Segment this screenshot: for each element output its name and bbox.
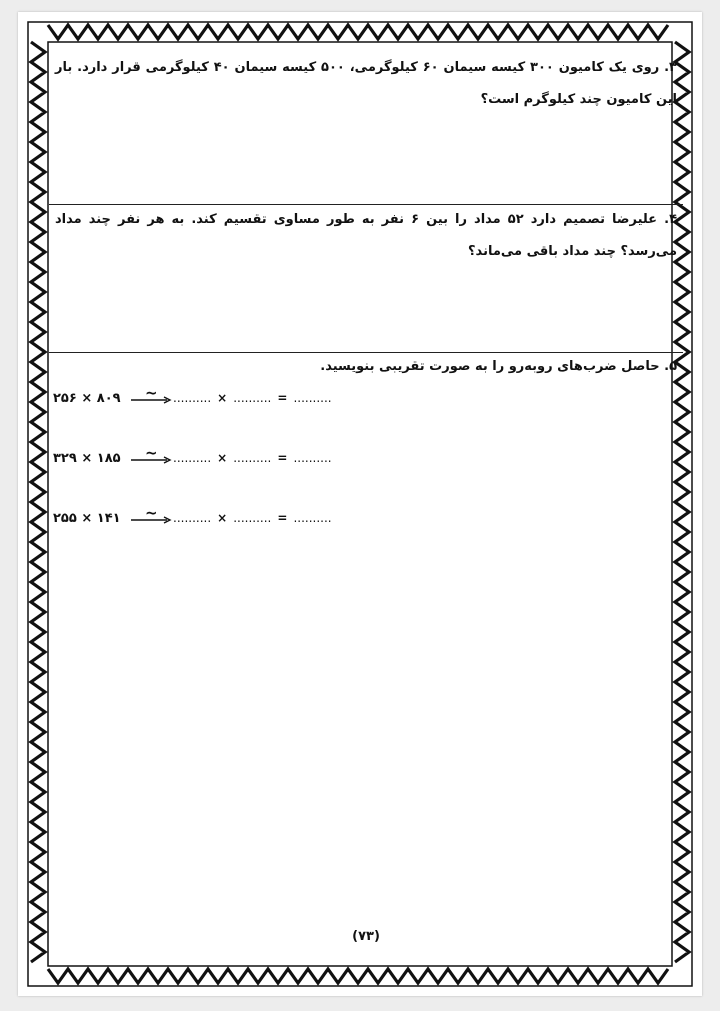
answer-blank[interactable]: .......... <box>293 511 332 525</box>
answer-blank[interactable]: .......... <box>173 391 212 405</box>
right-arrow-icon <box>131 515 173 525</box>
worksheet-page <box>18 12 702 996</box>
page-number: (۷۳) <box>352 929 380 944</box>
approx-symbol: ~ <box>145 444 158 462</box>
multiplication-expression: ۱۸۵ × ۳۲۹ <box>53 450 121 466</box>
question-3-text: ۳. روی یک کامیون ۳۰۰ کیسه سیمان ۶۰ کیلوگرمی، ۵۰۰ کیسه سیمان ۴۰ کیلوگرمی قرار دارد. بار این کامیون چند کیلوگرم است؟ <box>55 60 677 107</box>
multiplication-expression: ۸۰۹ × ۲۵۶ <box>53 390 121 406</box>
worksheet-content <box>49 44 683 974</box>
answer-blank[interactable]: .......... <box>233 511 272 525</box>
question-5 <box>49 354 683 380</box>
estimation-row <box>53 444 332 468</box>
approx-symbol: ~ <box>145 504 158 522</box>
multiplication-expression: ۱۴۱ × ۲۵۵ <box>53 510 121 526</box>
right-arrow-icon <box>131 395 173 405</box>
times-sign: × <box>217 451 228 465</box>
question-5-title: ۵. حاصل ضرب‌های روبه‌رو را به صورت تقریبی بنویسید. <box>320 359 677 374</box>
answer-blank[interactable]: .......... <box>173 451 212 465</box>
equals-sign: = <box>277 391 288 405</box>
section-divider <box>49 352 683 353</box>
answer-blank[interactable]: .......... <box>233 391 272 405</box>
answer-blank[interactable]: .......... <box>233 451 272 465</box>
answer-blank[interactable]: .......... <box>293 391 332 405</box>
answer-blank[interactable]: .......... <box>293 451 332 465</box>
approx-arrow <box>131 504 173 528</box>
times-sign: × <box>217 511 228 525</box>
question-3 <box>49 52 683 116</box>
right-arrow-icon <box>131 455 173 465</box>
question-4 <box>49 204 683 268</box>
question-4-text: ۴. علیرضا تصمیم دارد ۵۲ مداد را بین ۶ نفر به طور مساوی تقسیم کند. به هر نفر چند مداد می‌رسد؟ چند مداد باقی می‌ماند؟ <box>55 212 677 259</box>
equals-sign: = <box>277 511 288 525</box>
answer-blank[interactable]: .......... <box>173 511 212 525</box>
approx-arrow <box>131 444 173 468</box>
equals-sign: = <box>277 451 288 465</box>
times-sign: × <box>217 391 228 405</box>
estimation-row <box>53 384 332 408</box>
approx-symbol: ~ <box>145 384 158 402</box>
estimation-row <box>53 504 332 528</box>
approx-arrow <box>131 384 173 408</box>
